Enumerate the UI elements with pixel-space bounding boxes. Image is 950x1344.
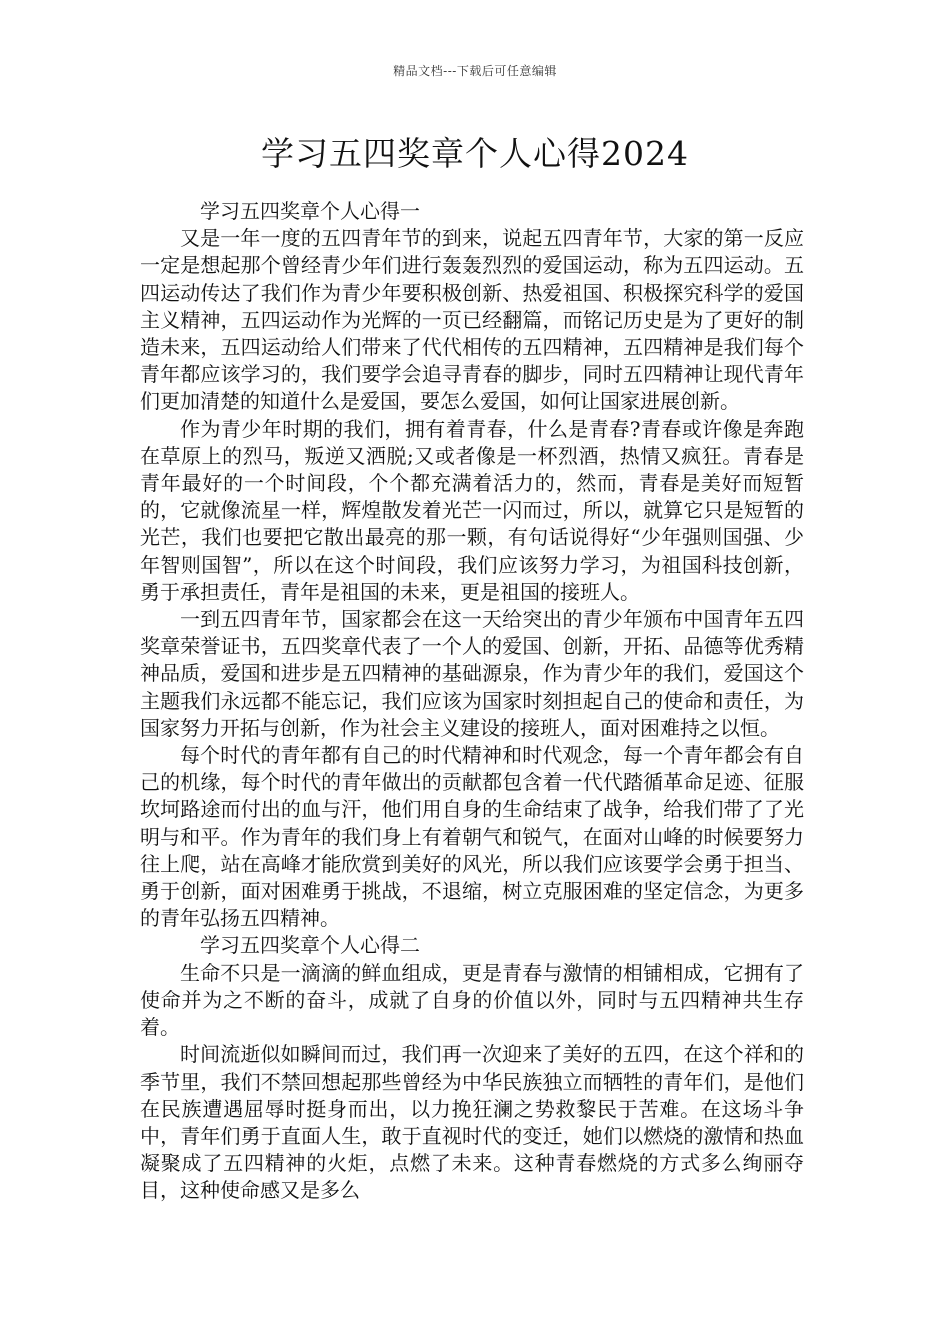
section-heading: 学习五四奖章个人心得一 bbox=[200, 199, 420, 223]
document-title: 学习五四奖章个人心得2024 bbox=[261, 134, 689, 173]
paragraph: 一到五四青年节，国家都会在这一天给突出的青少年颁布中国青年五四奖章荣誉证书，五四奖章代表了一个人的爱国、创新，开拓、品德等优秀精神品质，爱国和进步是五四精神的基础源泉，作为青少年的我们，爱国这个主题我们永远都不能忘记，我们应该为国家时刻担起自己的使命和责任，为国家努力开拓与创新，作为社会主义建设的接班人，面对困难持之以恒。 bbox=[140, 607, 804, 740]
paragraph: 生命不只是一滴滴的鲜血组成，更是青春与激情的相铺相成，它拥有了使命并为之不断的奋斗，成就了自身的价值以外，同时与五四精神共生存着。 bbox=[140, 960, 804, 1040]
section-heading: 学习五四奖章个人心得二 bbox=[200, 933, 420, 958]
paragraph: 又是一年一度的五四青年节的到来，说起五四青年节，大家的第一反应一定是想起那个曾经青少年们进行轰轰烈烈的爱国运动，称为五四运动。五四运动传达了我们作为青少年要积极创新、热爱祖国、积极探究科学的爱国主义精神，五四运动作为光辉的一页已经翻篇，而铭记历史是为了更好的制造未来，五四运动给人们带来了代代相传的五四精神，五四精神是我们每个青年都应该学习的，我们要学会追寻青春的脚步，同时五四精神让现代青年们更加清楚的知道什么是爱国，要怎么爱国，如何让国家进展创新。 bbox=[140, 226, 804, 414]
document-body bbox=[140, 198, 804, 1205]
paragraph: 作为青少年时期的我们，拥有着青春，什么是青春?青春或许像是奔跑在草原上的烈马，叛逆又洒脱;又或者像是一杯烈酒，热情又疯狂。青春是青年最好的一个时间段，个个都充满着活力的，然而，青春是美好而短暂的，它就像流星一样，辉煌散发着光芒一闪而过，所以，就算它只是短暂的光芒，我们也要把它散出最亮的那一颗，有句话说得好“少年强则国强、少年智则国智”，所以在这个时间段，我们应该努力学习，为祖国科技创新，勇于承担责任，青年是祖国的未来，更是祖国的接班人。 bbox=[140, 416, 804, 604]
paragraph: 时间流逝似如瞬间而过，我们再一次迎来了美好的五四，在这个祥和的季节里，我们不禁回想起那些曾经为中华民族独立而牺牲的青年们，是他们在民族遭遇屈辱时挺身而出，以力挽狂澜之势救黎民于苦难。在这场斗争中，青年们勇于直面人生，敢于直视时代的变迁，她们以燃烧的激情和热血凝聚成了五四精神的火炬，点燃了未来。这种青春燃烧的方式多么绚丽夺目，这种使命感又是多么 bbox=[140, 1042, 804, 1203]
page-header: 精品文档---下载后可任意编辑 bbox=[393, 64, 557, 78]
paragraph: 每个时代的青年都有自己的时代精神和时代观念，每一个青年都会有自己的机缘，每个时代的青年做出的贡献都包含着一代代踏循革命足迹、征服坎坷路途而付出的血与汗，他们用自身的生命结束了战争，给我们带了了光明与和平。作为青年的我们身上有着朝气和锐气，在面对山峰的时候要努力往上爬，站在高峰才能欣赏到美好的风光，所以我们应该要学会勇于担当、勇于创新，面对困难勇于挑战，不退缩，树立克服困难的坚定信念，为更多的青年弘扬五四精神。 bbox=[140, 743, 804, 931]
